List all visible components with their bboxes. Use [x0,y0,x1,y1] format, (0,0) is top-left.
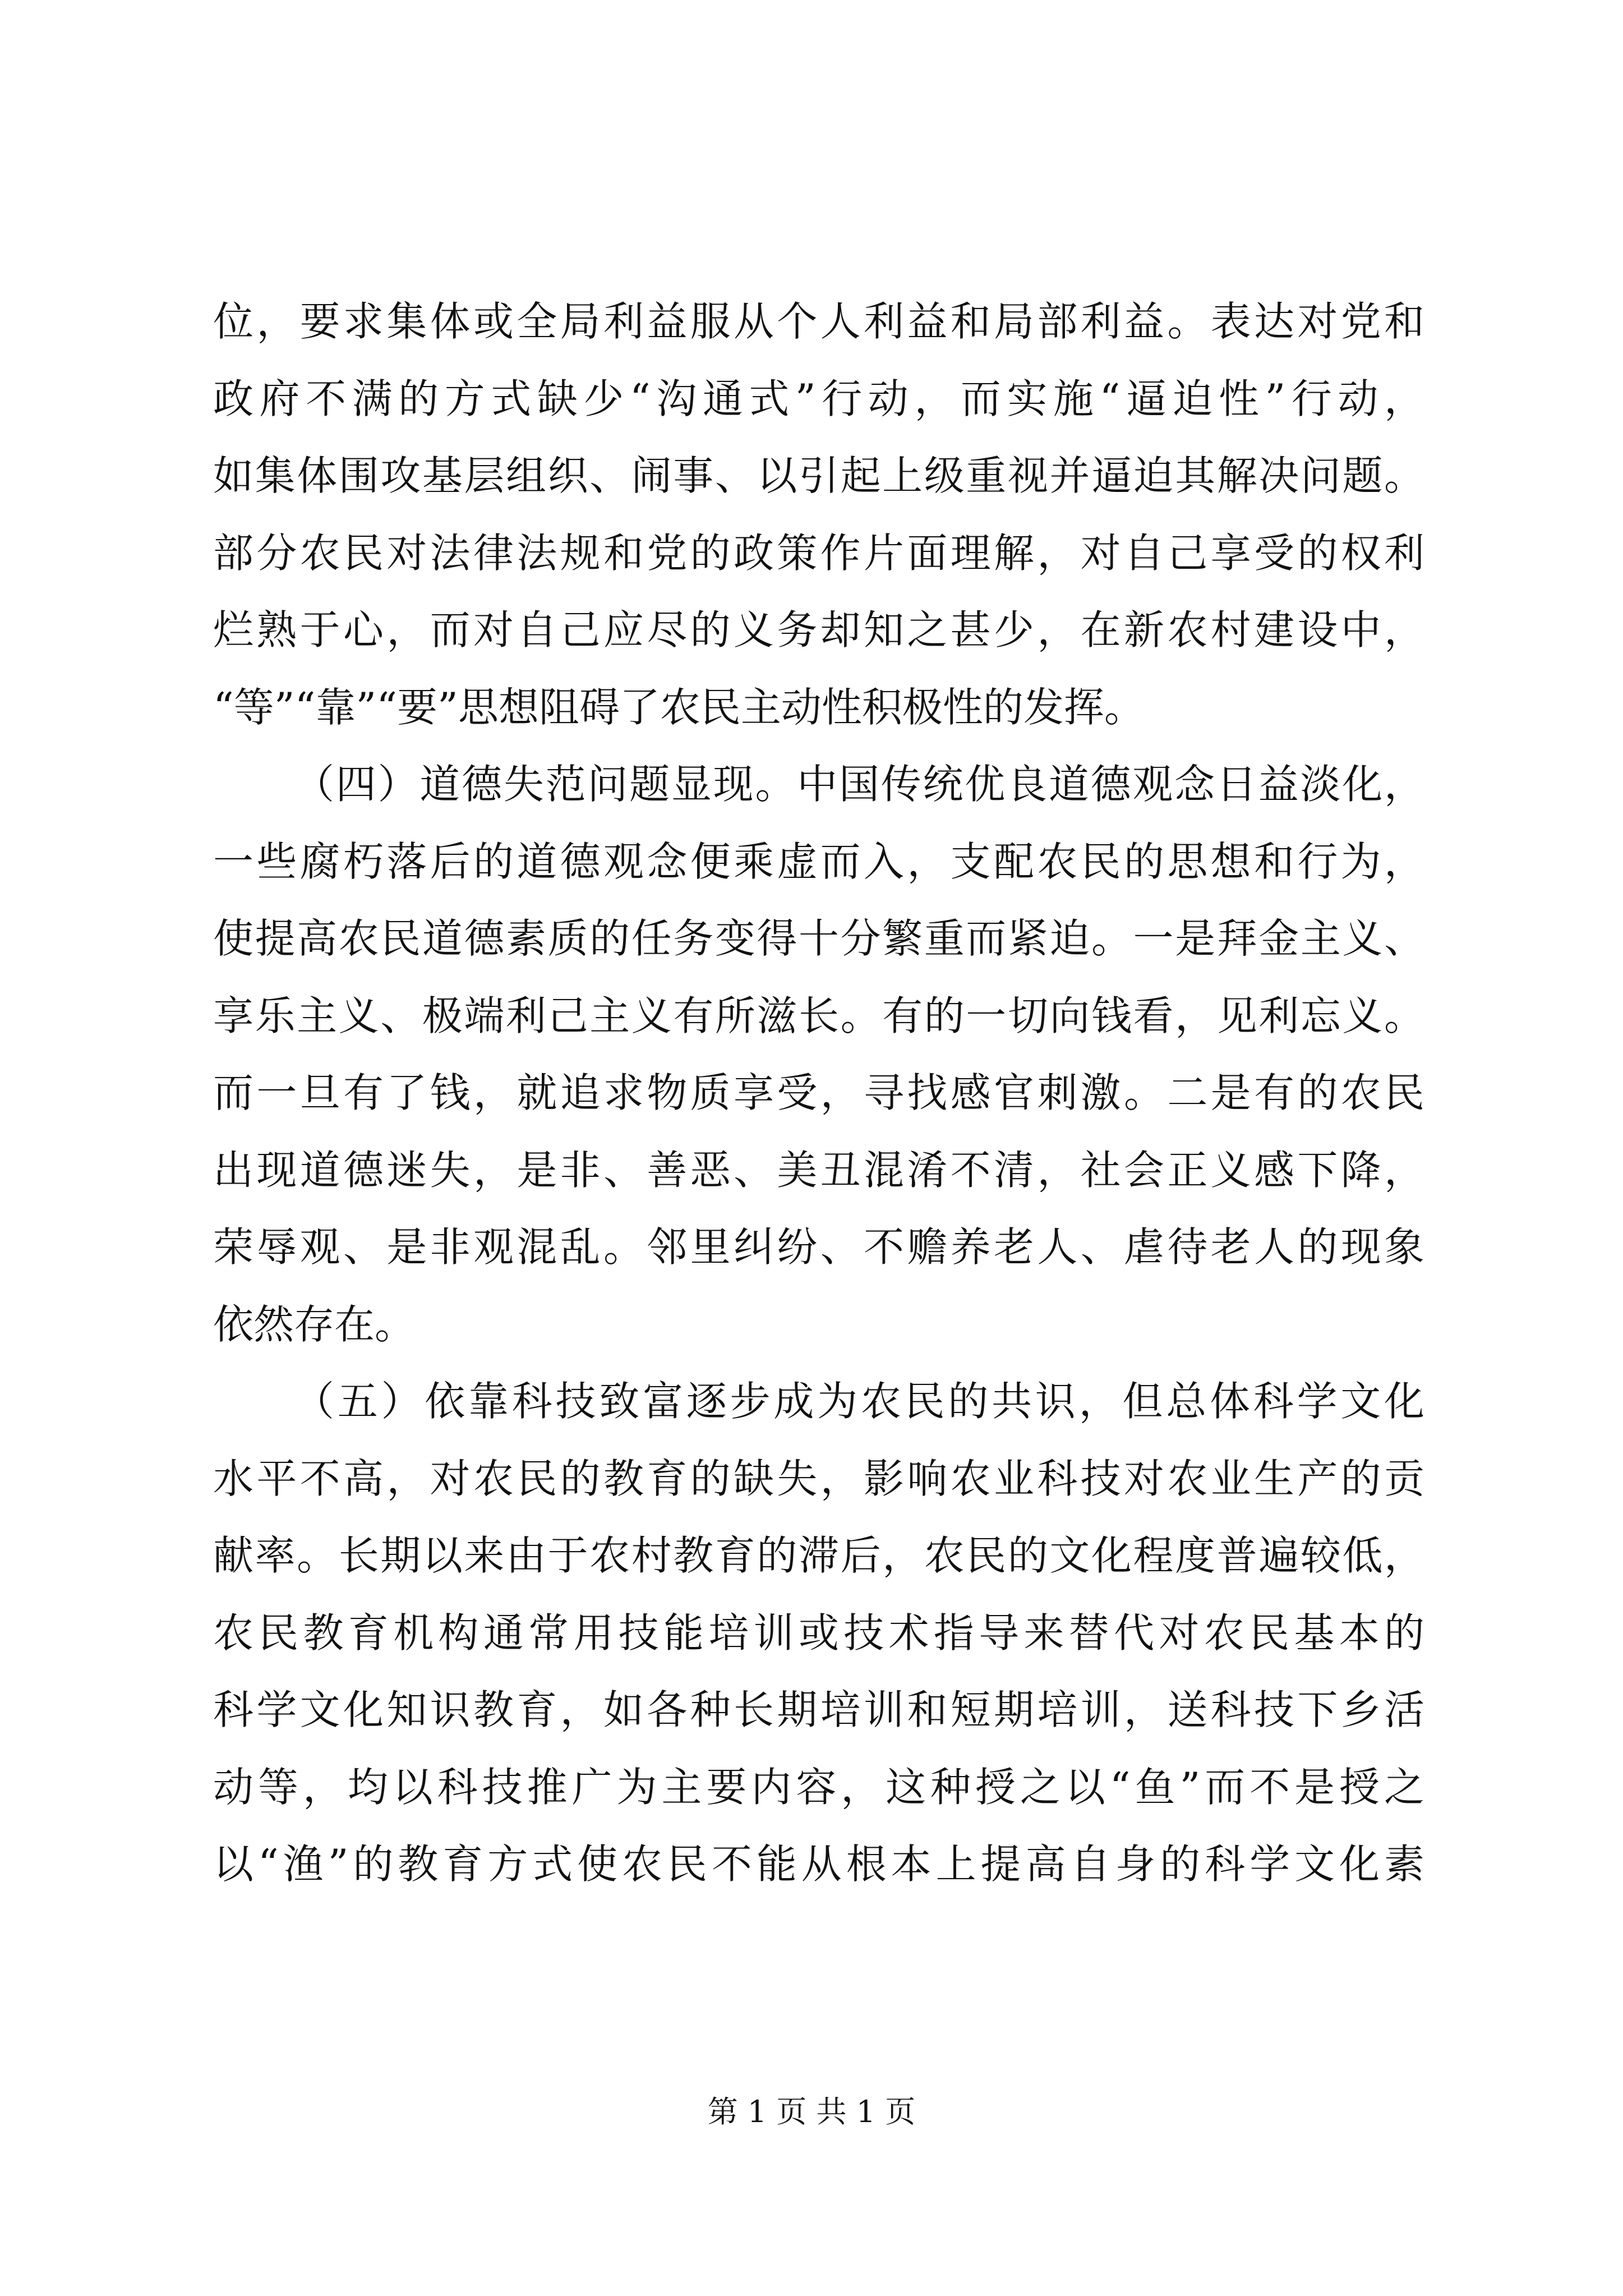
text-line: 位，要求集体或全局利益服从个人利益和局部利益。表达对党和 [213,298,1424,345]
text-line: 享乐主义、极端利己主义有所滋长。有的一切向钱看，见利忘义。 [213,992,1424,1039]
text-line: 政府不满的方式缺少“沟通式”行动，而实施“逼迫性”行动， [213,375,1424,422]
text-line: 使提高农民道德素质的任务变得十分繁重而紧迫。一是拜金主义、 [213,915,1424,962]
text-line: 依然存在。 [213,1300,416,1348]
document-body [213,283,1424,1903]
text-line: 出现道德迷失，是非、善恶、美丑混淆不清，社会正义感下降， [213,1146,1424,1194]
text-line: 农民教育机构通常用技能培训或技术指导来替代对农民基本的 [213,1609,1424,1657]
text-line: 动等，均以科技推广为主要内容，这种授之以“鱼”而不是授之 [213,1763,1424,1811]
text-line: 一些腐朽落后的道德观念便乘虚而入，支配农民的思想和行为， [213,838,1424,885]
text-line: 以“渔”的教育方式使农民不能从根本上提高自身的科学文化素 [213,1841,1424,1888]
text-line: 献率。长期以来由于农村教育的滞后，农民的文化程度普遍较低， [213,1532,1424,1579]
text-line: 烂熟于心，而对自己应尽的义务却知之甚少，在新农村建设中， [213,606,1424,654]
text-line: 荣辱观、是非观混乱。邻里纠纷、不赡养老人、虐待老人的现象 [213,1223,1424,1271]
page-footer: 第 1 页 共 1 页 [707,2094,916,2129]
text-line: （四）道德失范问题显现。中国传统优良道德观念日益淡化， [294,761,1424,808]
text-line: 科学文化知识教育，如各种长期培训和短期培训，送科技下乡活 [213,1686,1424,1733]
text-line: （五）依靠科技致富逐步成为农民的共识，但总体科学文化 [294,1378,1424,1425]
text-line: 水平不高，对农民的教育的缺失，影响农业科技对农业生产的贡 [213,1455,1424,1502]
text-line: “等”“靠”“要”思想阻碍了农民主动性积极性的发挥。 [213,683,1145,731]
text-line: 如集体围攻基层组织、闹事、以引起上级重视并逼迫其解决问题。 [213,452,1424,499]
text-line: 部分农民对法律法规和党的政策作片面理解，对自己享受的权利 [213,529,1424,577]
text-line: 而一旦有了钱，就追求物质享受，寻找感官刺激。二是有的农民 [213,1069,1424,1116]
